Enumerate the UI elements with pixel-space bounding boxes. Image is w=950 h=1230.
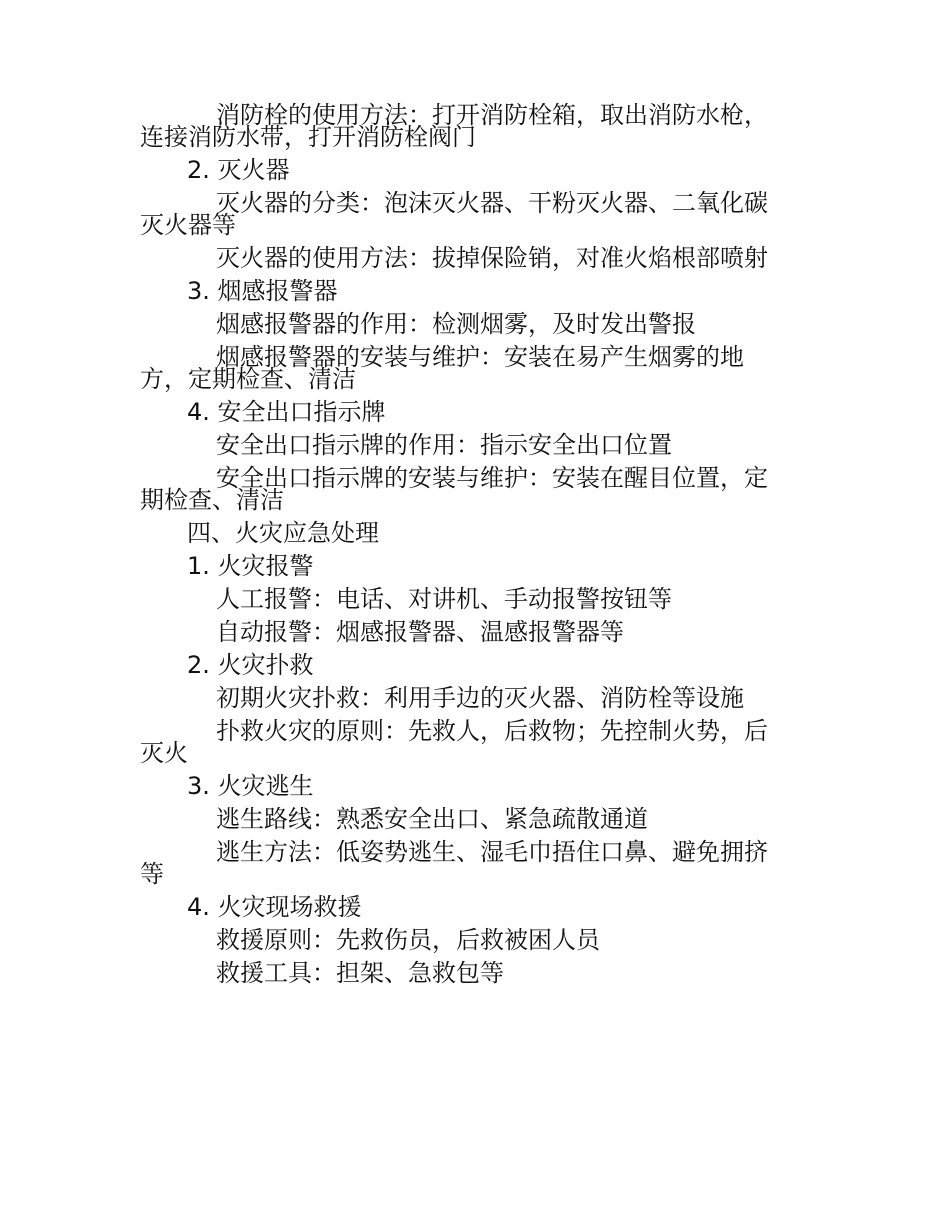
text-line: 烟感报警器的作用：检测烟雾，及时发出警报 <box>216 310 696 338</box>
list-item-heading: 2. 火灾扑救 <box>187 651 314 679</box>
text-line: 初期火灾扑救：利用手边的灭火器、消防栓等设施 <box>216 684 744 712</box>
text-line: 灭火器的使用方法：拔掉保险销，对准火焰根部喷射 <box>216 244 768 272</box>
list-item-heading: 3. 火灾逃生 <box>187 772 314 800</box>
text-line: 烟感报警器的安装与维护：安装在易产生烟雾的地方，定期检查、清洁 <box>140 343 744 393</box>
text-line: 逃生方法：低姿势逃生、湿毛巾捂住口鼻、避免拥挤等 <box>140 838 768 888</box>
list-item-heading: 4. 火灾现场救援 <box>187 893 362 921</box>
text-line: 逃生路线：熟悉安全出口、紧急疏散通道 <box>216 805 648 833</box>
text-line: 安全出口指示牌的作用：指示安全出口位置 <box>216 431 672 459</box>
list-item-heading: 2. 灭火器 <box>187 156 290 184</box>
section-heading: 四、火灾应急处理 <box>187 519 379 547</box>
list-item-heading: 3. 烟感报警器 <box>187 277 338 305</box>
list-item-heading: 1. 火灾报警 <box>187 552 314 580</box>
text-line: 救援原则：先救伤员，后救被困人员 <box>216 926 600 954</box>
text-line: 自动报警：烟感报警器、温感报警器等 <box>216 618 624 646</box>
text-line: 救援工具：担架、急救包等 <box>216 959 504 987</box>
list-item-heading: 4. 安全出口指示牌 <box>187 398 386 426</box>
text-line: 消防栓的使用方法：打开消防栓箱，取出消防水枪，连接消防水带，打开消防栓阀门 <box>140 101 768 151</box>
text-line: 扑救火灾的原则：先救人，后救物；先控制火势，后灭火 <box>140 717 768 767</box>
text-line: 安全出口指示牌的安装与维护：安装在醒目位置，定期检查、清洁 <box>140 464 768 514</box>
text-line: 人工报警：电话、对讲机、手动报警按钮等 <box>216 585 672 613</box>
document-body <box>140 101 790 995</box>
text-line: 灭火器的分类：泡沫灭火器、干粉灭火器、二氧化碳灭火器等 <box>140 189 768 239</box>
